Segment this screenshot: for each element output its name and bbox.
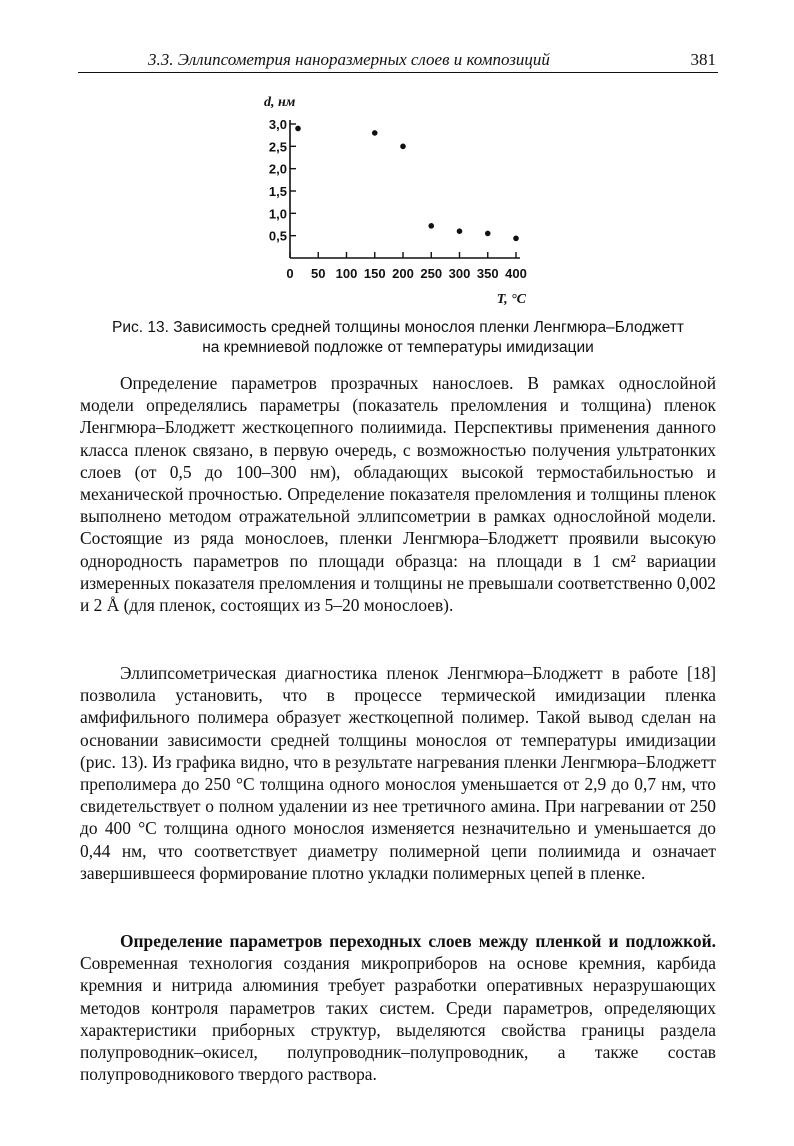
x-tick-label: 400 xyxy=(505,266,527,281)
data-point xyxy=(457,228,463,234)
data-point xyxy=(485,231,491,237)
temperature-thickness-chart xyxy=(0,0,794,320)
paragraph-1-text: Определение параметров прозрачных нанослоев. В рамках однослойной модели определялись параметры (показатель преломления и толщина) пленок Ленгмюра–Блоджетт жесткоцепного полиимида. Перспективы применения данного класса пленок связано, в первую очередь, с возможностью получения ультратонких слоев (от 0,5 до 100–300 нм), обладающих высокой термостабильностью и механической прочностью. Определение показателя преломления и толщины пленок выполнено методом отражательной эллипсометрии в рамках однослойной модели. Состоящие из ряда монослоев, пленки Ленгмюра–Блоджетт проявили высокую однородность параметров по площади образца: на площади в 1 см² вариации измеренных показателя преломления и толщины не превышали соответственно 0,002 и 2 Å (для пленок, состоящих из 5–20 монослоев). xyxy=(80,373,716,616)
x-tick-label: 0 xyxy=(286,266,294,281)
y-tick-label: 0,5 xyxy=(268,228,287,244)
running-title: 3.3. Эллипсометрия наноразмерных слоев и композиций xyxy=(148,50,550,69)
caption-line-2: на кремниевой подложке от температуры имидизации xyxy=(202,339,594,356)
figure-caption xyxy=(78,318,718,358)
x-axis-label: T, °C xyxy=(496,292,526,307)
y-tick-label: 1,5 xyxy=(268,184,287,199)
x-tick-label: 250 xyxy=(420,266,443,281)
paragraph-3-body: Современная технология создания микроприборов на основе кремния, карбида кремния и нитрида алюминия требует разработки оперативных неразрушающих методов контроля параметров таких систем. Среди параметров, определяющих характеристики приборных структур, выделяются свойства границы раздела полупроводник–окисел, полупроводник–полупроводник, а также состав полупроводникового твердого раствора. xyxy=(80,953,716,1085)
paragraph-3 xyxy=(80,930,716,1085)
x-tick-label: 150 xyxy=(363,266,386,281)
caption-line-1: Рис. 13. Зависимость средней толщины монослоя пленки Ленгмюра–Блоджетт xyxy=(112,319,684,336)
data-point xyxy=(513,236,519,242)
data-point xyxy=(372,130,378,136)
paragraph-3-text xyxy=(80,930,716,1085)
x-tick-label: 200 xyxy=(392,266,414,281)
y-tick-label: 1,0 xyxy=(268,206,287,222)
data-point xyxy=(295,126,301,132)
x-tick-label: 350 xyxy=(476,266,499,281)
paragraph-2-text: Эллипсометрическая диагностика пленок Ленгмюра–Блоджетт в работе [18] позволила установить, что в процессе термической имидизации пленка амфифильного полимера образует жесткоцепной полимер. Такой вывод сделан на основании зависимости средней толщины монослоя от температуры имидизации (рис. 13). Из графика видно, что в результате нагревания пленки Ленгмюра–Блоджетт преполимера до 250 °C толщина одного монослоя уменьшается от 2,9 до 0,7 нм, что свидетельствует о полном удалении из нее третичного амина. При нагревании от 250 до 400 °C толщина одного монослоя изменяется незначительно и уменьшается до 0,44 нм, что соответствует диаметру полимерной цепи полиимида и означает завершившееся формирование плотно укладки полимерных цепей в пленке. xyxy=(80,663,717,883)
paragraph-2 xyxy=(80,662,716,884)
x-tick-label: 300 xyxy=(448,266,471,281)
y-tick-label: 3,0 xyxy=(268,117,287,132)
paragraph-1 xyxy=(80,372,716,616)
data-point xyxy=(428,223,434,229)
data-point xyxy=(400,144,406,150)
paragraph-3-heading: Определение параметров переходных слоев между пленкой и подложкой. xyxy=(120,931,716,951)
page-number: 381 xyxy=(690,50,716,69)
y-axis-label: d, нм xyxy=(264,95,296,110)
y-tick-label: 2,0 xyxy=(268,161,287,177)
x-tick-label: 50 xyxy=(311,266,326,281)
y-tick-label: 2,5 xyxy=(268,139,287,155)
x-tick-label: 100 xyxy=(335,266,358,281)
